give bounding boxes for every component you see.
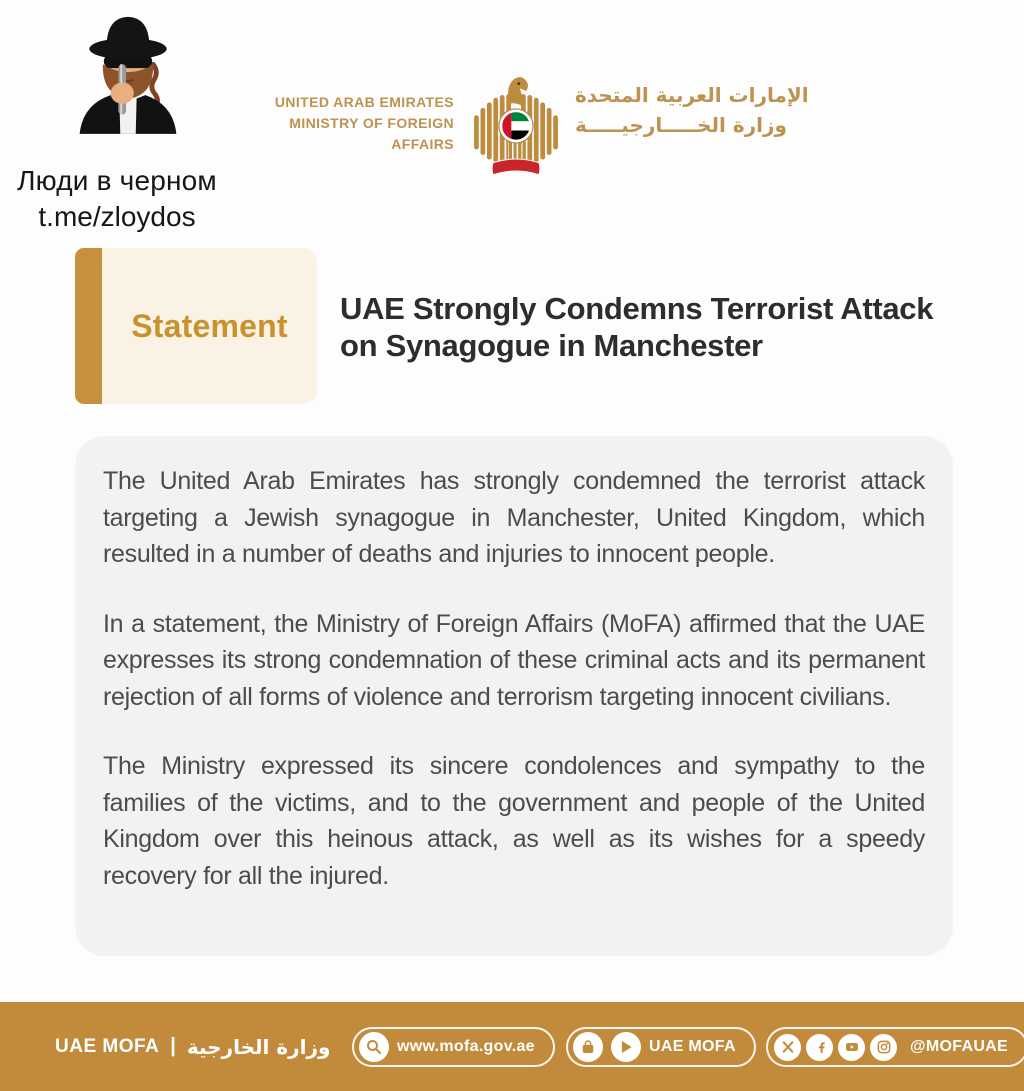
x-twitter-icon[interactable] xyxy=(774,1034,801,1061)
ministry-name-english xyxy=(228,92,454,155)
statement-label-box xyxy=(102,248,317,404)
footer-brand-separator: | xyxy=(170,1035,176,1057)
footer-brand-ar: وزارة الخارجية xyxy=(186,1034,331,1059)
statement-paragraph-1: The United Arab Emirates has strongly condemned the terrorist attack targeting a Jewish synagogue in Manchester, United Kingdom, which resulted in a number of deaths and injuries to innocent people. xyxy=(103,467,925,568)
instagram-icon[interactable] xyxy=(870,1034,897,1061)
footer-brand xyxy=(55,1002,330,1091)
website-pill[interactable] xyxy=(352,1027,555,1067)
ministry-name-en-line1: UNITED ARAB EMIRATES xyxy=(274,94,454,110)
apps-pill[interactable] xyxy=(566,1027,756,1067)
statement-paragraph-3: The Ministry expressed its sincere condolences and sympathy to the families of the victims, and to the government and people of the United Kingdom over this heinous attack, as well as its wishes for a speedy recovery for all the injured. xyxy=(103,752,925,890)
facebook-icon[interactable] xyxy=(806,1034,833,1061)
ministry-name-arabic xyxy=(575,80,845,140)
statement-body-card xyxy=(75,436,953,956)
footer-bar xyxy=(0,1002,1024,1091)
app-store-icon[interactable] xyxy=(573,1032,603,1062)
uae-emblem-icon xyxy=(470,64,562,186)
watermark-channel-name: Люди в черном xyxy=(17,165,217,196)
man-in-black-avatar-icon xyxy=(70,6,186,136)
social-pill[interactable] xyxy=(766,1027,1024,1067)
search-icon xyxy=(359,1032,389,1062)
statement-title: UAE Strongly Condemns Terrorist Attack on Synagogue in Manchester xyxy=(340,291,934,363)
footer-brand-en: UAE MOFA xyxy=(55,1035,160,1057)
youtube-icon[interactable] xyxy=(838,1034,865,1061)
website-url: www.mofa.gov.ae xyxy=(397,1038,535,1055)
statement-paragraph-2: In a statement, the Ministry of Foreign Affairs (MoFA) affirmed that the UAE expresses its strong condemnation of these criminal acts and its permanent rejection of all forms of violence and terrorism targeting innocent civilians. xyxy=(103,609,925,711)
ministry-name-ar-line1: الإمارات العربية المتحدة xyxy=(575,83,809,107)
social-handle: @MOFAUAE xyxy=(910,1038,1009,1055)
statement-accent-bar xyxy=(75,248,102,404)
google-play-icon[interactable] xyxy=(611,1032,641,1062)
ministry-name-en-line2: MINISTRY OF FOREIGN AFFAIRS xyxy=(289,115,454,152)
apps-label: UAE MOFA xyxy=(649,1038,736,1055)
ministry-name-ar-line2: وزارة الخـــــارجيـــــة xyxy=(575,113,787,137)
statement-label-card xyxy=(75,248,317,404)
statement-label: Statement xyxy=(131,307,288,344)
watermark-channel-url: t.me/zloydos xyxy=(38,201,196,232)
